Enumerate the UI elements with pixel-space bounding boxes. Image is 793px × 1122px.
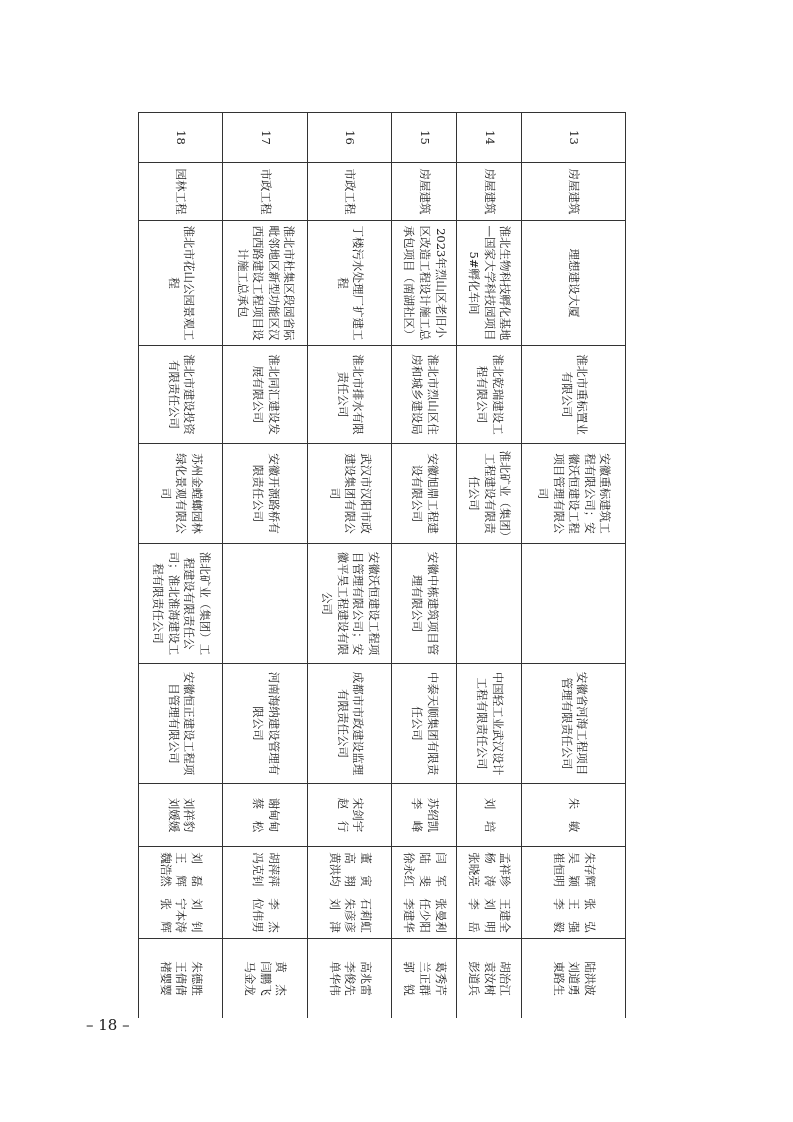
project-name-cell: 淮北市花山公园景观工程	[139, 221, 223, 346]
agent-company-cell: 淮北矿业（集团）工程建设有限责任公司；淮北淮海建设工程有限责任公司	[139, 544, 223, 664]
agent-company-cell: 安徽中栋建筑项目管理有限公司	[392, 544, 457, 664]
team-members-cell: 闫 军 张曼利 陆 斐 任少阳 徐永红 李建华	[392, 847, 457, 939]
project-category-cell: 房屋建筑	[392, 163, 457, 221]
supervision-company-cell: 中泰天顺集团有限责任公司	[392, 664, 457, 784]
table-rotation-frame	[138, 112, 626, 1018]
agent-company-cell	[457, 544, 522, 664]
supervision-company-cell: 成都市市政建设监理有限责任公司	[307, 664, 391, 784]
agent-company-cell	[522, 544, 626, 664]
page-number: – 18 –	[86, 1016, 130, 1034]
supervision-company-cell: 中国轻工业武汉设计工程有限责任公司	[457, 664, 522, 784]
agent-company-cell	[223, 544, 307, 664]
table-row	[307, 113, 391, 1019]
agent-company-cell: 安徽沃恒建设工程项目管理有限公司；安徽平昊工程建设有限公司	[307, 544, 391, 664]
supervision-company-cell: 河南海纳建设管理有限公司	[223, 664, 307, 784]
contractor-cell: 武汉市汉阳市政建设集团有限公司	[307, 444, 391, 544]
project-name-cell: 淮北生物科技孵化基地—国家大学科技园项目5#孵化车间	[457, 221, 522, 346]
contractor-cell: 安徽重标建筑工程有限公司；安徽沃恒建设工程项目管理有限公司	[522, 444, 626, 544]
project-category-cell: 园林工程	[139, 163, 223, 221]
table-row	[522, 113, 626, 1019]
table-row	[457, 113, 522, 1019]
team-members-cell: 胡萍萍 李 杰 冯克钊 位伟男	[223, 847, 307, 939]
project-leader-cell: 苏绍凯 李 峰	[392, 784, 457, 847]
construction-owner-cell: 淮北市重标置业有限公司	[522, 346, 626, 444]
project-category-cell: 市政工程	[307, 163, 391, 221]
project-name-cell: 淮北市杜集区段园省际毗邻地区新型功能区汉西西路建设工程项目设计施工总承包	[223, 221, 307, 346]
project-category-cell: 房屋建筑	[457, 163, 522, 221]
construction-owner-cell: 淮北同汇建设发展有限公司	[223, 346, 307, 444]
project-leader-cell: 宋剑宇 赵 行	[307, 784, 391, 847]
project-leader-cell: 朱 敏	[522, 784, 626, 847]
project-category-cell: 房屋建筑	[522, 163, 626, 221]
row-number-cell: 18	[139, 113, 223, 163]
other-personnel-cell: 朱德胜 王倩倩 褚婴婴	[139, 939, 223, 1019]
table-row	[223, 113, 307, 1019]
table-row	[139, 113, 223, 1019]
table-body	[139, 113, 626, 1019]
project-name-cell: 丁楼污水处理厂扩建工程	[307, 221, 391, 346]
contractor-cell: 安徽旭鼎工程建设有限公司	[392, 444, 457, 544]
construction-owner-cell: 淮北市建设投资有限责任公司	[139, 346, 223, 444]
team-members-cell: 刘 磊 刘 钊 王 辉 宁本涛 魏浩然 张 辉	[139, 847, 223, 939]
project-name-cell: 理想建设大厦	[522, 221, 626, 346]
project-leader-cell: 谢甸甸 蔡 松	[223, 784, 307, 847]
other-personnel-cell: 葛秀芹 兰正群 郭 锐	[392, 939, 457, 1019]
row-number-cell: 14	[457, 113, 522, 163]
contractor-cell: 苏州金螳螂园林绿化景观有限公司	[139, 444, 223, 544]
other-personnel-cell: 陆洪波 刘道勇 東路生	[522, 939, 626, 1019]
rotated-table-area	[138, 112, 626, 1018]
team-members-cell: 孟祥珍 王建全 杨 涛 刘 明 张晓亮 李 岳	[457, 847, 522, 939]
construction-owner-cell: 淮北市排水有限责任公司	[307, 346, 391, 444]
team-members-cell: 董 寅 石莉虹 高 翔 朱彦彦 黄洪均 刘 津	[307, 847, 391, 939]
other-personnel-cell: 胡治江 袁汝树 彭道兵	[457, 939, 522, 1019]
contractor-cell: 淮北矿业（集团）工程建设有限责任公司	[457, 444, 522, 544]
construction-owner-cell: 淮北乾瑞建设工程有限公司	[457, 346, 522, 444]
contractor-cell: 安徽开源路桥有限责任公司	[223, 444, 307, 544]
project-category-cell: 市政工程	[223, 163, 307, 221]
project-name-cell: 2023年烈山区老旧小区改造工程设计施工总承包项目（南湖社区）	[392, 221, 457, 346]
construction-owner-cell: 淮北市烈山区住房和城乡建设局	[392, 346, 457, 444]
supervision-company-cell: 安徽省河海工程项目管理有限责任公司	[522, 664, 626, 784]
other-personnel-cell: 高兆雷 李俊先 单华伟	[307, 939, 391, 1019]
row-number-cell: 17	[223, 113, 307, 163]
team-members-cell: 朱存辉 张 弘 吴 颖 王 强 崔恒明 李 毅	[522, 847, 626, 939]
row-number-cell: 16	[307, 113, 391, 163]
project-leader-cell: 刘祥豹 刘媛媛	[139, 784, 223, 847]
table-row	[392, 113, 457, 1019]
project-leader-cell: 刘 培	[457, 784, 522, 847]
project-table	[138, 112, 626, 1018]
supervision-company-cell: 安徽恒正建设工程项目管理有限公司	[139, 664, 223, 784]
row-number-cell: 15	[392, 113, 457, 163]
other-personnel-cell: 黄 杰 闫鹏飞 马金龙	[223, 939, 307, 1019]
row-number-cell: 13	[522, 113, 626, 163]
